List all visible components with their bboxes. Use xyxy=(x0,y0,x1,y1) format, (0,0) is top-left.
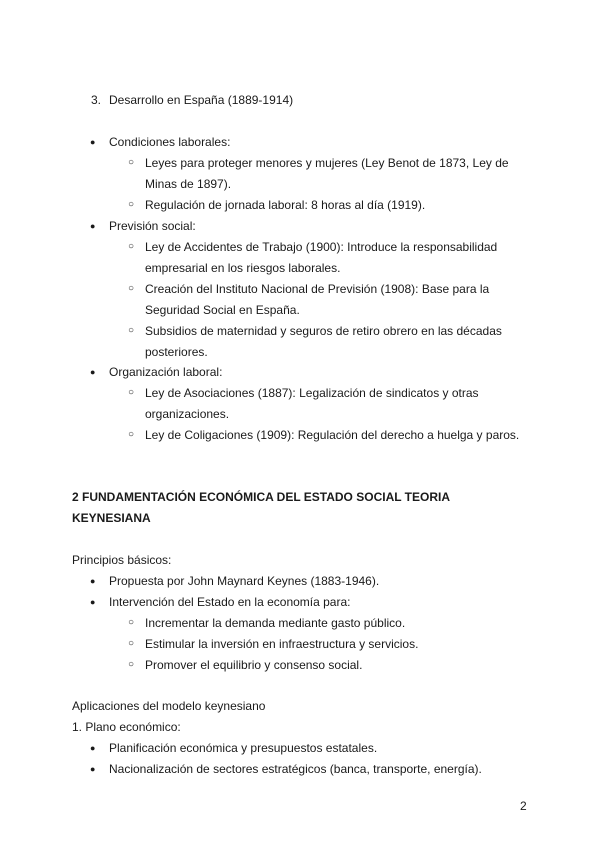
page-number: 2 xyxy=(520,799,527,813)
sub-bullet-icon: ○ xyxy=(128,283,135,294)
list-item: Intervención del Estado en la economía para: xyxy=(109,595,351,609)
paragraph-label: Aplicaciones del modelo keynesiano xyxy=(72,699,266,713)
numbered-label: 1. Plano económico: xyxy=(72,720,181,734)
sub-bullet-icon: ○ xyxy=(128,659,135,670)
section-heading: 2 FUNDAMENTACIÓN ECONÓMICA DEL ESTADO SOCIAL TEORIA xyxy=(72,490,451,504)
bullet-icon: ● xyxy=(90,576,96,586)
sub-bullet-icon: ○ xyxy=(128,638,135,649)
sub-list-item: Leyes para proteger menores y mujeres (Ley Benot de 1873, Ley de xyxy=(145,156,509,170)
paragraph-label: Principios básicos: xyxy=(72,553,172,567)
sub-bullet-icon: ○ xyxy=(128,387,135,398)
bullet-icon: ● xyxy=(90,764,96,774)
sub-list-item: Regulación de jornada laboral: 8 horas al día (1919). xyxy=(145,198,426,212)
sub-bullet-icon: ○ xyxy=(128,241,135,252)
sub-list-item: posteriores. xyxy=(145,345,208,359)
sub-list-item: Ley de Coligaciones (1909): Regulación del derecho a huelga y paros. xyxy=(145,428,520,442)
sub-bullet-icon: ○ xyxy=(128,429,135,440)
sub-list-item: Seguridad Social en España. xyxy=(145,303,300,317)
sub-list-item: Subsidios de maternidad y seguros de retiro obrero en las décadas xyxy=(145,324,502,338)
sub-list-item: Ley de Asociaciones (1887): Legalización de sindicatos y otras xyxy=(145,386,479,400)
sub-bullet-icon: ○ xyxy=(128,157,135,168)
bullet-icon: ● xyxy=(90,367,96,377)
sub-list-item: Creación del Instituto Nacional de Previsión (1908): Base para la xyxy=(145,282,490,296)
sub-bullet-icon: ○ xyxy=(128,199,135,210)
sub-bullet-icon: ○ xyxy=(128,617,135,628)
list-item: Planificación económica y presupuestos estatales. xyxy=(109,741,378,755)
list-number: 3. xyxy=(91,93,102,107)
list-item: Propuesta por John Maynard Keynes (1883-1946). xyxy=(109,574,380,588)
bullet-icon: ● xyxy=(90,743,96,753)
bullet-icon: ● xyxy=(90,597,96,607)
sub-list-item: Ley de Accidentes de Trabajo (1900): Introduce la responsabilidad xyxy=(145,240,498,254)
section-title: Desarrollo en España (1889-1914) xyxy=(109,93,294,107)
bullet-icon: ● xyxy=(90,221,96,231)
list-item-label: Condiciones laborales: xyxy=(109,135,231,149)
list-item-label: Organización laboral: xyxy=(109,365,223,379)
list-item: Nacionalización de sectores estratégicos (banca, transporte, energía). xyxy=(109,762,482,776)
sub-list-item: Minas de 1897). xyxy=(145,177,232,191)
section-heading: KEYNESIANA xyxy=(72,511,151,525)
sub-list-item: Promover el equilibrio y consenso social. xyxy=(145,658,363,672)
sub-list-item: empresarial en los riesgos laborales. xyxy=(145,261,341,275)
sub-list-item: Incrementar la demanda mediante gasto público. xyxy=(145,616,406,630)
sub-bullet-icon: ○ xyxy=(128,325,135,336)
sub-list-item: organizaciones. xyxy=(145,407,230,421)
sub-list-item: Estimular la inversión en infraestructura y servicios. xyxy=(145,637,419,651)
bullet-icon: ● xyxy=(90,137,96,147)
list-item-label: Previsión social: xyxy=(109,219,196,233)
